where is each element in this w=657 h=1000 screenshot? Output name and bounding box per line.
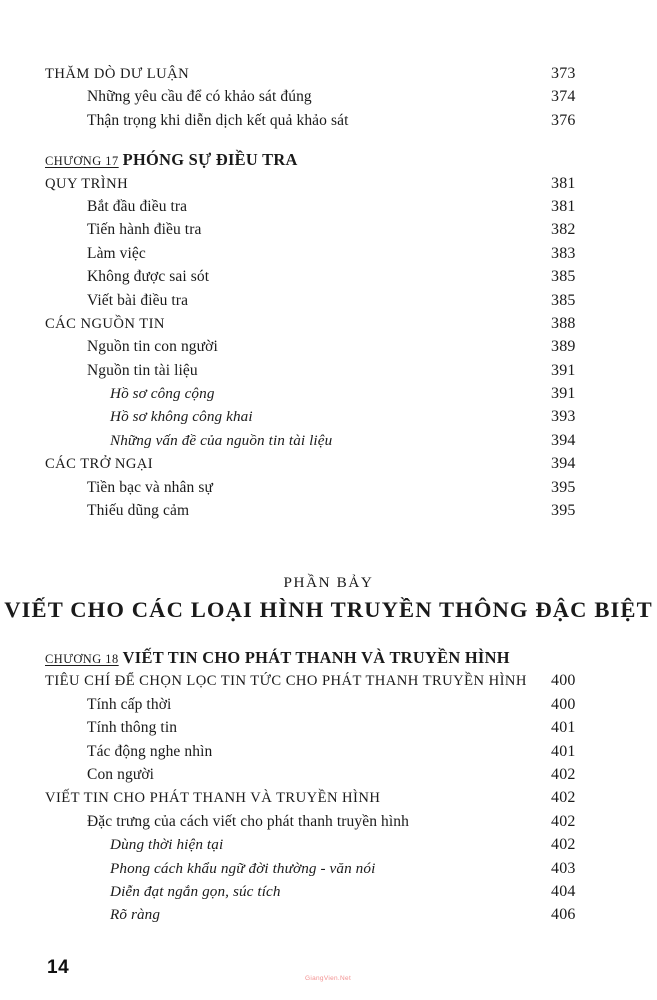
toc-entry-tieu-chi-de-chon-loc-tin-tuc-cho-phat-thanh-[interactable]: [45, 669, 612, 692]
toc-entry-label: Thiếu dũng cảm: [87, 502, 190, 520]
toc-entry-label: TIÊU CHÍ ĐỂ CHỌN LỌC TIN TỨC CHO PHÁT THANH TRUYỀN HÌNH: [45, 673, 527, 690]
toc-entry-label: Tính cấp thời: [87, 695, 172, 713]
toc-entry-label: Nguồn tin tài liệu: [87, 361, 198, 379]
toc-entry-viet-bai-dieu-tra[interactable]: [45, 289, 612, 312]
chapter-heading-phong-su-dieu-tra[interactable]: [45, 148, 612, 171]
toc-entry-label: Hồ sơ không công khai: [110, 408, 253, 426]
toc-entry-page-number: 373: [551, 65, 576, 82]
toc-entry-page-number: 401: [551, 742, 576, 760]
toc-entry-page-number: 402: [551, 812, 576, 830]
toc-entry-label: Tính thông tin: [87, 719, 178, 737]
toc-entry-page-number: 385: [551, 291, 576, 309]
toc-entry-bat-dau-dieu-tra[interactable]: [45, 195, 612, 218]
toc-entry-page-number: 395: [551, 478, 576, 496]
toc-entry-page-number: 400: [551, 695, 576, 713]
toc-entry-label: Làm việc: [87, 244, 146, 262]
toc-entry-tinh-thong-tin[interactable]: [45, 716, 612, 739]
toc-entry-dung-thoi-hien-tai[interactable]: [45, 833, 612, 856]
part-heading-block: [0, 572, 657, 625]
toc-entry-ho-so-cong-cong[interactable]: [45, 382, 612, 405]
toc-upper: [45, 62, 612, 522]
toc-entry-label: QUY TRÌNH: [45, 175, 129, 192]
toc-entry-label: Nguồn tin con người: [87, 338, 218, 356]
toc-spacer: [45, 132, 612, 148]
toc-entry-cac-tro-ngai[interactable]: [45, 452, 612, 475]
toc-entry-nguon-tin-tai-lieu[interactable]: [45, 359, 612, 382]
toc-entry-page-number: 383: [551, 244, 576, 262]
toc-entry-page-number: 381: [551, 174, 576, 192]
chapter-title: VIẾT TIN CHO PHÁT THANH VÀ TRUYỀN HÌNH: [122, 648, 510, 667]
toc-entry-label: Thận trọng khi diễn dịch kết quả khảo sát: [87, 111, 349, 129]
toc-entry-lam-viec[interactable]: [45, 242, 612, 265]
toc-entry-tac-dong-nghe-nhin[interactable]: [45, 740, 612, 763]
toc-entry-page-number: 395: [551, 502, 576, 520]
toc-entry-label: Bắt đầu điều tra: [87, 197, 188, 215]
toc-entry-page-number: 382: [551, 221, 576, 239]
toc-entry-tien-bac-va-nhan-su[interactable]: [45, 476, 612, 499]
toc-entry-quy-trinh[interactable]: [45, 172, 612, 195]
toc-entry-ro-rang[interactable]: [45, 903, 612, 926]
toc-entry-page-number: 385: [551, 268, 576, 286]
toc-entry-page-number: 391: [551, 361, 576, 379]
toc-entry-ho-so-khong-cong-khai[interactable]: [45, 405, 612, 428]
toc-entry-label: Phong cách khẩu ngữ đời thường - văn nói: [110, 859, 376, 877]
page-number: 14: [47, 957, 70, 978]
toc-entry-label: CÁC TRỞ NGẠI: [45, 456, 154, 473]
toc-entry-khong-duoc-sai-sot[interactable]: [45, 265, 612, 288]
watermark: GiangVien.Net: [305, 975, 352, 982]
toc-entry-tien-hanh-dieu-tra[interactable]: [45, 218, 612, 241]
chapter-number: CHƯƠNG 17: [45, 154, 119, 169]
toc-entry-label: Rõ ràng: [110, 906, 161, 924]
toc-entry-page-number: 381: [551, 197, 576, 215]
toc-entry-phong-cach-khau-ngu-doi-thuong-van-noi[interactable]: [45, 857, 612, 880]
toc-entry-label: CÁC NGUỒN TIN: [45, 315, 165, 332]
toc-entry-con-nguoi[interactable]: [45, 763, 612, 786]
toc-entry-cac-nguon-tin[interactable]: [45, 312, 612, 335]
toc-entry-label: Không được sai sót: [87, 268, 210, 286]
toc-entry-label: Đặc trưng của cách viết cho phát thanh truyền hình: [87, 812, 409, 830]
toc-entry-than-trong-khi-dien-dich-ket-qua-khao-sat[interactable]: [45, 109, 612, 132]
toc-entry-page-number: 402: [551, 836, 576, 854]
toc-entry-label: THĂM DÒ DƯ LUẬN: [45, 66, 190, 82]
chapter-title: PHÓNG SỰ ĐIỀU TRA: [122, 150, 298, 170]
toc-entry-page-number: 389: [551, 338, 576, 356]
toc-entry-nhung-van-de-cua-nguon-tin-tai-lieu[interactable]: [45, 429, 612, 452]
toc-entry-nhung-yeu-cau-de-co-khao-sat-dung[interactable]: [45, 85, 612, 108]
toc-entry-viet-tin-cho-phat-thanh-va-truyen-hinh[interactable]: [45, 786, 612, 809]
part-title: VIẾT CHO CÁC LOẠI HÌNH TRUYỀN THÔNG ĐẬC BIỆT: [4, 597, 653, 622]
toc-entry-tham-do-du-luan[interactable]: [45, 62, 612, 85]
toc-entry-label: Tiền bạc và nhân sự: [87, 478, 213, 496]
toc-entry-page-number: 406: [551, 906, 576, 924]
toc-entry-page-number: 374: [551, 88, 576, 106]
toc-entry-page-number: 394: [551, 455, 576, 473]
toc-entry-label: Những yêu cầu để có khảo sát đúng: [87, 88, 312, 106]
toc-entry-page-number: 391: [551, 385, 576, 403]
toc-entry-page-number: 402: [551, 789, 576, 807]
part-kicker: PHẦN BẢY: [283, 574, 374, 591]
toc-lower: [45, 646, 612, 927]
toc-entry-dac-trung-cua-cach-viet-cho-phat-thanh-truye[interactable]: [45, 810, 612, 833]
toc-entry-nguon-tin-con-nguoi[interactable]: [45, 335, 612, 358]
toc-entry-page-number: 376: [551, 111, 576, 129]
chapter-heading-viet-tin-cho-phat-thanh-va-truyen-hinh[interactable]: [45, 646, 612, 669]
toc-entry-label: Những vấn đề của nguồn tin tài liệu: [110, 431, 333, 449]
toc-entry-page-number: 404: [551, 882, 576, 900]
toc-entry-page-number: 388: [551, 314, 576, 332]
toc-entry-dien-dat-ngan-gon-suc-tich[interactable]: [45, 880, 612, 903]
toc-entry-page-number: 401: [551, 719, 576, 737]
toc-entry-label: Tác động nghe nhìn: [87, 742, 213, 760]
toc-entry-label: Dùng thời hiện tại: [110, 836, 224, 854]
toc-entry-page-number: 400: [551, 672, 576, 690]
toc-entry-page-number: 394: [551, 431, 576, 449]
toc-entry-page-number: 402: [551, 765, 576, 783]
toc-entry-tinh-cap-thoi[interactable]: [45, 693, 612, 716]
toc-entry-page-number: 393: [551, 408, 576, 426]
chapter-number: CHƯƠNG 18: [45, 652, 119, 666]
toc-entry-label: Con người: [87, 765, 155, 783]
toc-entry-label: Hồ sơ công cộng: [110, 385, 215, 403]
toc-entry-label: Viết bài điều tra: [87, 291, 189, 309]
toc-entry-thieu-dung-cam[interactable]: [45, 499, 612, 522]
toc-entry-label: Diễn đạt ngắn gọn, súc tích: [110, 882, 281, 900]
toc-entry-page-number: 403: [551, 859, 576, 877]
toc-entry-label: VIẾT TIN CHO PHÁT THANH VÀ TRUYỀN HÌNH: [45, 790, 381, 807]
toc-entry-label: Tiến hành điều tra: [87, 221, 202, 239]
